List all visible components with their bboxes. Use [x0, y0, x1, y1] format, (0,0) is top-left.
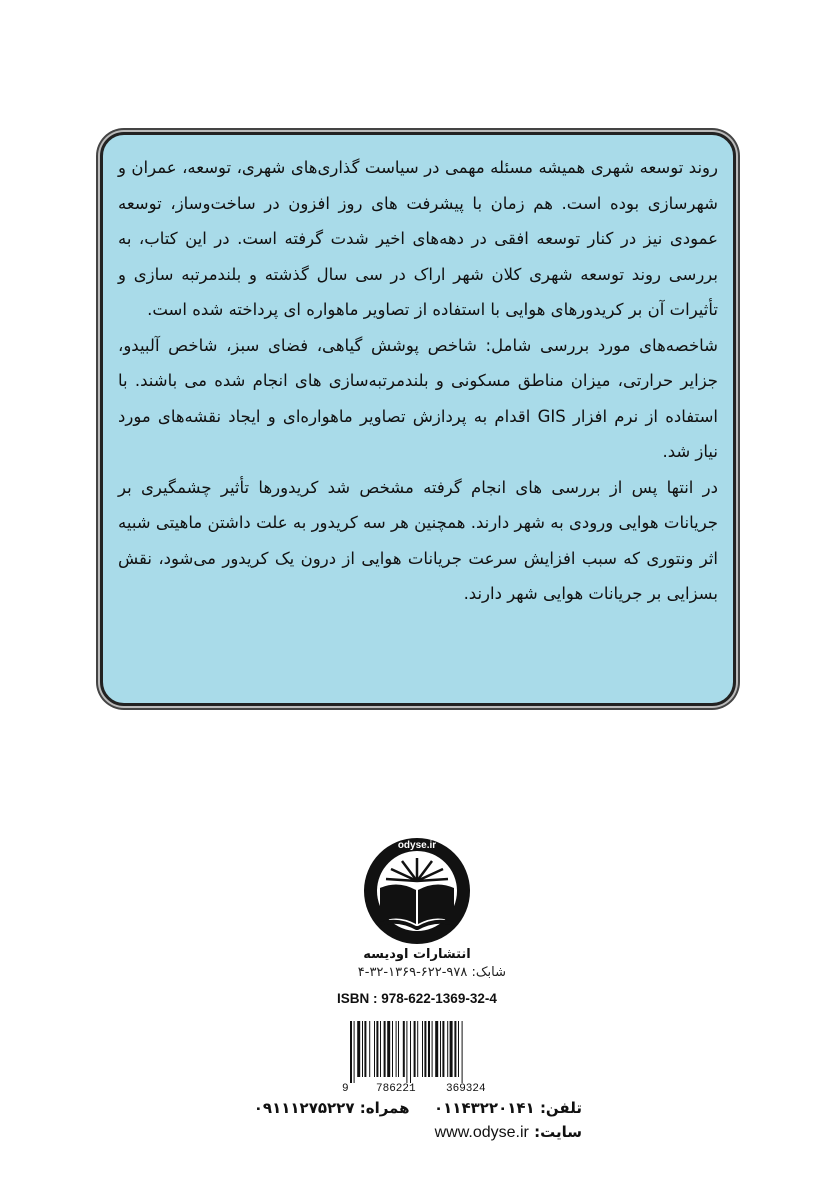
barcode-bar: [374, 1021, 375, 1077]
barcode-bar: [462, 1021, 463, 1083]
logo-url-badge: odyse.ir: [397, 840, 437, 851]
barcode-bar: [380, 1021, 381, 1077]
blurb-paragraph-2: شاخصه‌های مورد بررسی شامل: شاخص پوشش گیاهی، فضای سبز، شاخص آلبیدو، جزایر حرارتی، میزان مناطق مسکونی و بلندمرتبه‌سازی های انجام شده می باشند. با استفاده از نرم افزار GIS اقدام به پردازش تصاویر ماهواره‌ای و ایجاد نقشه‌های مورد نیاز شد.: [118, 335, 718, 461]
publisher-logo: [358, 836, 476, 962]
barcode-bar: [447, 1021, 448, 1077]
barcode-bar: [417, 1021, 418, 1077]
site-row: [270, 1120, 582, 1145]
barcode-bar: [384, 1021, 386, 1077]
contact-info: [253, 1096, 582, 1145]
barcode-bar: [424, 1021, 426, 1077]
barcode-bar: [406, 1021, 407, 1083]
phone-label: تلفن:: [539, 1099, 582, 1117]
isbn-english: ISBN : 978-622-1369-32-4: [337, 991, 497, 1006]
barcode-bar: [396, 1021, 397, 1077]
blurb-paragraph-1: روند توسعه شهری همیشه مسئله مهمی در سیاست گذاری‌های شهری، توسعه، عمران و شهرسازی بوده است. هم زمان با پیشرفت های روز افزون در ساخت‌وساز، توسعه عمودی نیز در کنار توسعه افقی در دهه‌های اخیر شدت گرفته است. در این کتاب، به بررسی روند توسعه شهری کلان شهر اراک در سی سال گذشته و بلندمرتبه سازی و تأثیرات آن بر کریدورهای هوایی با استفاده از تصاویر ماهواره ای پرداخته شده است.: [118, 158, 718, 319]
barcode-bar: [392, 1021, 393, 1077]
back-cover-blurb: [118, 150, 718, 612]
blurb-paragraph-3: در انتها پس از بررسی های انجام گرفته مشخص شد کریدورها تأثیر چشمگیری بر جریانات هوایی ورودی به شهر دارند. همچنین هر سه کریدور به علت داشتن ماهیتی شبیه اثر ونتوری که سبب افزایش سرعت جریانات هوایی از درون یک کریدور می‌شود، نقش بسزایی بر جریانات هوایی شهر دارند.: [118, 477, 718, 603]
barcode-bars: [350, 1021, 463, 1083]
isbn-barcode: [336, 1019, 516, 1093]
barcode-bar: [428, 1021, 430, 1077]
phone-row: [253, 1096, 582, 1120]
barcode-bar: [450, 1021, 453, 1077]
barcode-bar: [354, 1021, 355, 1083]
barcode-bar: [435, 1021, 438, 1077]
barcode-bar: [376, 1021, 378, 1077]
mobile-number: ۰۹۱۱۱۲۷۵۲۲۷: [253, 1099, 355, 1117]
barcode-bar: [410, 1021, 411, 1083]
barcode-left-digits: 786221: [376, 1083, 416, 1093]
barcode-bar: [369, 1021, 370, 1077]
barcode-bar: [403, 1021, 405, 1077]
barcode-bar: [440, 1021, 441, 1077]
site-label: سایت:: [534, 1123, 582, 1141]
isbn-persian: شابک: ۹۷۸-۶۲۲-۱۳۶۹-۳۲-۴: [357, 965, 506, 980]
barcode-bar: [422, 1021, 423, 1077]
site-url[interactable]: www.odyse.ir: [434, 1124, 529, 1141]
barcode-bar: [362, 1021, 363, 1077]
barcode-bar: [432, 1021, 433, 1077]
barcode-bar: [454, 1021, 456, 1077]
barcode-bar: [414, 1021, 416, 1077]
barcode-bar: [364, 1021, 366, 1077]
mobile-label: همراه:: [359, 1099, 410, 1117]
barcode-right-digits: 369324: [446, 1083, 486, 1093]
barcode-lead-digit: 9: [342, 1083, 349, 1093]
barcode-bar: [398, 1021, 399, 1077]
barcode-bar: [350, 1021, 352, 1083]
barcode-bar: [387, 1021, 390, 1077]
barcode-bar: [357, 1021, 360, 1077]
barcode-bar: [442, 1021, 444, 1077]
phone-number: ۰۱۱۴۳۲۲۰۱۴۱: [433, 1099, 535, 1117]
publisher-name: انتشارات اودیسه: [363, 947, 471, 962]
barcode-bar: [458, 1021, 459, 1077]
